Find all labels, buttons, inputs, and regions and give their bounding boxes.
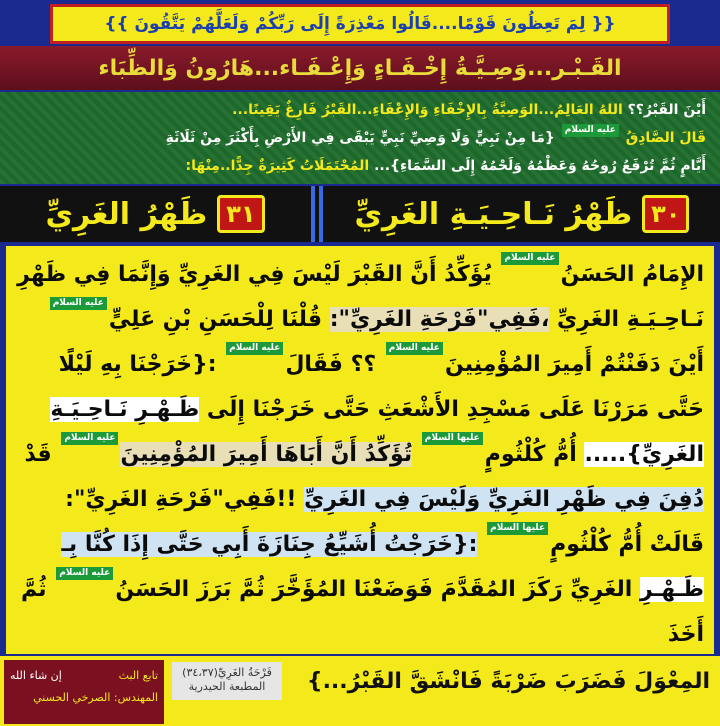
main-text [6,246,714,654]
body-text: دَفَنْتُمْ أَمِيرَ المُؤْمِنِينَ [444,352,661,377]
signature-row [10,686,158,708]
body-text: يُؤَكِّدُ أَنَّ القَبْرَ لَيْسَ فِي الغَرِيِّ وَإِنَّمَا فِي ظَهْرِ [17,262,492,287]
peace-badge: عليه السلام [562,124,619,137]
peace-badge: عليه السلام [226,342,283,355]
peace-badge: عليه السلام [386,342,443,355]
peace-badge: عليه السلام [501,252,558,265]
inshallah-label: إن شاء الله [10,668,62,682]
body-text: ؟؟ فَقَالَ [285,352,377,377]
body-text-end: المِعْوَلَ فَضَرَبَ ضَرْبَةً فَانْشَقَّ القَبْرُ...} [306,669,710,694]
body-text: دُفِنَ فِي ظَهْرِ الغَرِيِّ وَلَيْسَ فِي الغَرِيِّ [304,487,704,512]
body-text: أَيْنَ [668,352,704,377]
intro-line-1 [14,96,706,124]
intro-speaker: قَالَ الصَّادِقُ [625,130,706,146]
signature-row [10,664,158,686]
verse-banner [50,4,670,44]
body-text: الإِمَامُ الحَسَنُ [560,262,704,287]
reference-source: فَرْحَةُ الغَرِيِّ(٣٤،٣٧) [182,666,272,679]
follow-label: تابع البث [118,668,158,682]
title-text: القَـبْـر...وَصِـيَّـةُ إِخْـفَـاءٍ وَإِعْـفَـاء...هَارُونُ وَالظِّبَاء [98,55,622,81]
intro-line-2 [14,124,706,152]
peace-badge: عليه السلام [50,297,107,310]
body-text: ثُمَّ أَخَذَ [21,577,704,647]
body-text: :{خَرَجْنَا بِهِ لَيْلًا حَتَّى [58,352,704,422]
peace-badge: عليها السلام [422,432,483,445]
section-31-title: ظَهْرُ الغَرِيِّ [45,196,208,232]
body-text: قَالَتْ [649,532,704,557]
section-31-number: ٣١ [217,195,264,233]
peace-badge: عليها السلام [487,522,548,535]
intro-conclusion: المُحْتَمَلَاتُ كَثِيرَةٌ جِدًّا..مِنْهَا: [185,158,370,174]
body-text: :{خَرَجْتُ أُشَيِّعُ جِنَازَةَ أَبِي حَتَّى إِذَا كُنَّا بِـ [61,532,478,557]
intro-box [0,92,720,184]
section-30 [324,186,720,242]
body-text: ظَـهْـرِ نَـاحِـيَـةِ [50,397,200,422]
section-30-title: ظَهْرُ نَـاحِـيَـةِ الغَرِيِّ [354,196,633,232]
section-divider [310,186,324,242]
engineer-label: المهندس: الصرخي الحسني [33,690,158,704]
body-text: قَدْ [24,442,52,467]
body-text: ،فَفِي"فَرْحَةِ الغَرِيِّ": [329,307,550,332]
footer-text [230,656,710,726]
section-30-number: ٣٠ [642,195,689,233]
body-text: قُلْنَا لِلْحَسَنِ بْنِ عَلِيٍّ [108,307,323,332]
body-text: نَـاحِـيَـةِ الغَرِيِّ [557,307,704,332]
body-text: !!فَفِي"فَرْحَةِ الغَرِيِّ": [65,487,297,512]
signature-box [4,660,164,724]
reference-box [172,662,282,700]
body-text: ظَـهْـرِ [640,577,704,602]
body-text: أُمُّ كُلْثُومٍ [550,532,643,557]
body-text: تُؤَكِّدُ أَنَّ أَبَاهَا أَمِيرَ المُؤْمِنِينَ [120,442,413,467]
body-text: الغَرِيِّ}..... [584,442,704,467]
intro-answer: اللهُ العَالِمُ...الوَصِيَّةُ بِالإِخْفَاءِ وَالإِعْفَاءِ...القَبْرُ فَارِغٌ يَقِينًا... [232,102,623,118]
verse-text: {{ لِمَ تَعِظُونَ قَوْمًا....قَالُوا مَعْذِرَةً إِلَى رَبِّكُمْ وَلَعَلَّهُمْ يَتَّقُونَ }} [104,14,616,34]
intro-quote-end: أَيَّامٍ ثُمَّ تُرْفَعُ رُوحُهُ وَعَظْمُهُ وَلَحْمُهُ إِلَى السَّمَاءِ}... [374,158,706,174]
body-text: أُمُّ كُلْثُومٍ [484,442,577,467]
title-banner [0,46,720,90]
intro-quote-start: {مَا مِنْ نَبِيٍّ وَلَا وَصِيِّ نَبِيٍّ يَبْقَى فِي الأَرْضِ بِأَكْثَرَ مِنْ ثَلَاثَةِ [165,130,555,146]
peace-badge: عليه السلام [56,567,113,580]
intro-line-3 [14,152,706,180]
peace-badge: عليه السلام [61,432,118,445]
section-31 [0,186,310,242]
body-text: الغَرِيِّ رَكَزَ المُقَدَّمَ فَوَضَعْنَا المُؤَخَّرَ ثُمَّ بَرَزَ الحَسَنُ [115,577,633,602]
reference-publisher: المطبعة الحيدرية [188,680,266,693]
body-text: مَرَرْنَا عَلَى مَسْجِدِ الأَشْعَثِ حَتَّى خَرَجْنَا إِلَى [206,397,650,422]
intro-question: أَيْنَ القَبْرُ؟؟ [627,102,706,118]
section-title-bar [0,186,720,242]
